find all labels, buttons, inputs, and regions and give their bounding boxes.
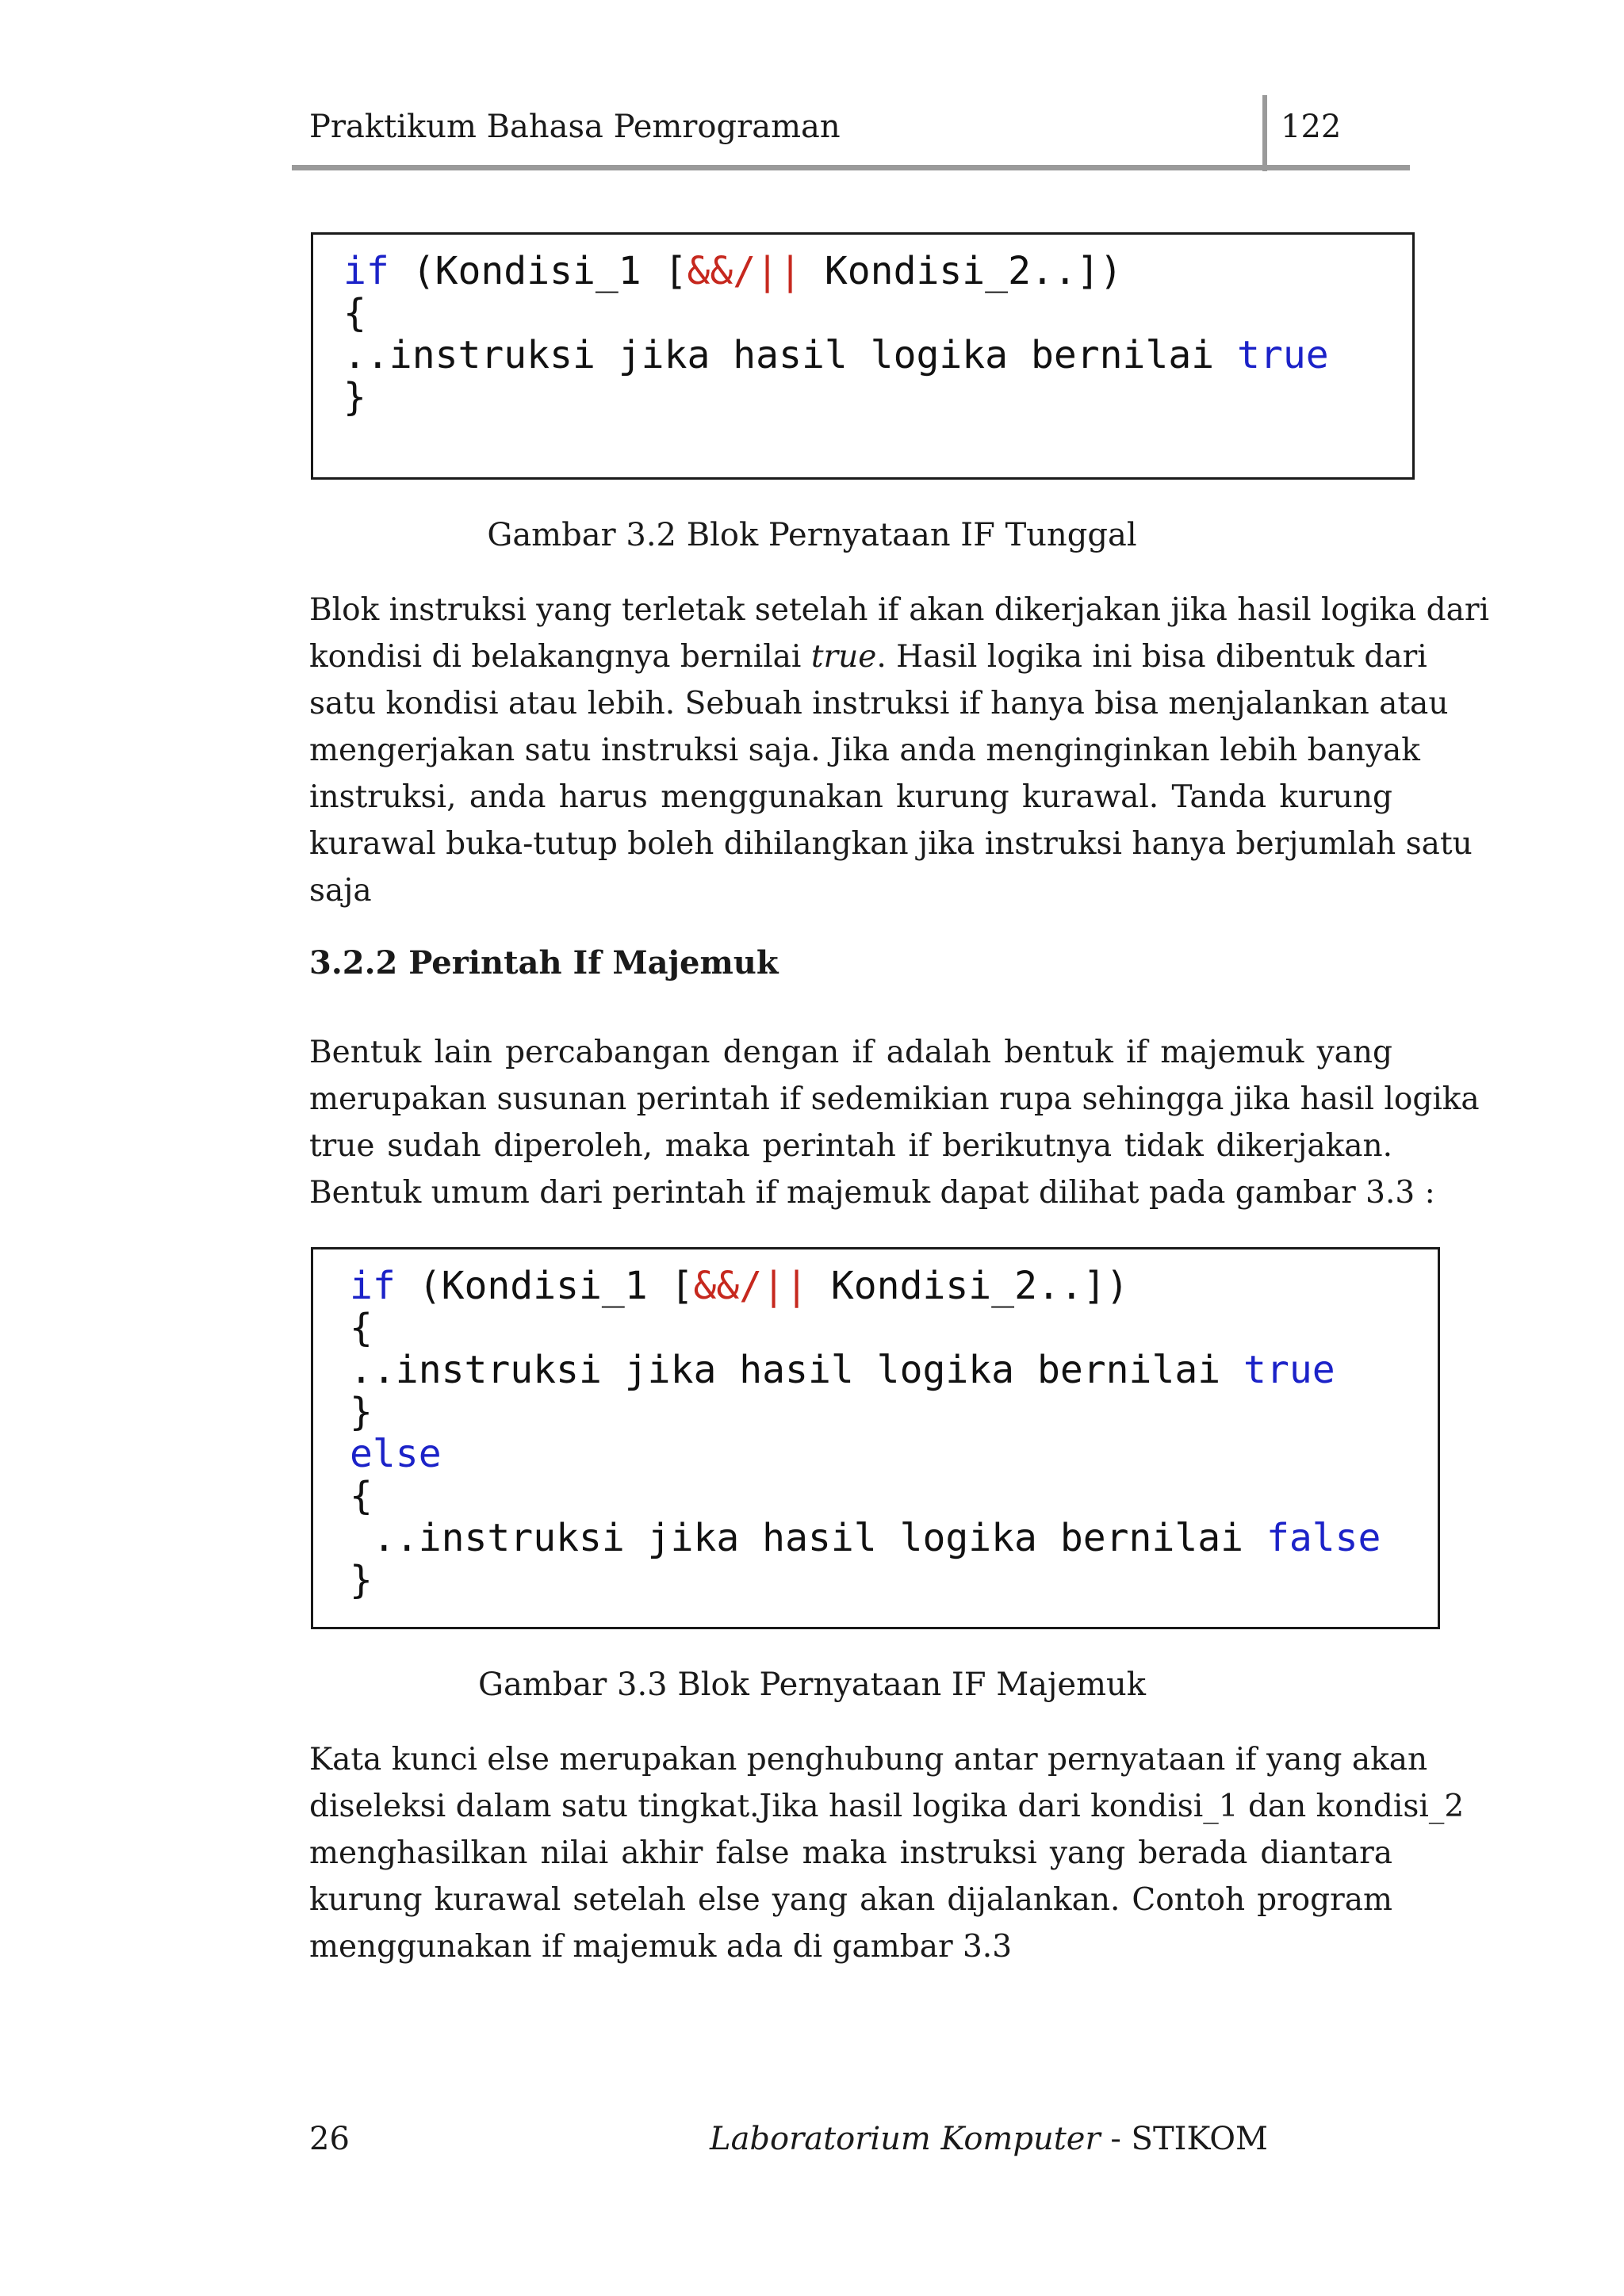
- code-block-if-compound: [311, 1247, 1440, 1629]
- text-run: Bentuk lain percabangan dengan if adalah bentuk if majemuk yang: [309, 1035, 1392, 1070]
- text-run: instruksi, anda harus menggunakan kurung kurawal. Tanda kurung: [309, 779, 1392, 815]
- footer-lab-rest: - STIKOM: [1100, 2121, 1268, 2157]
- code-line: [343, 377, 1412, 419]
- code-keyword: false: [1266, 1516, 1381, 1560]
- code-operator: &&/||: [687, 249, 802, 293]
- text-run: satu kondisi atau lebih. Sebuah instruksi if hanya bisa menjalankan atau: [309, 686, 1449, 721]
- text-run: menggunakan if majemuk ada di gambar 3.3: [309, 1929, 1013, 1965]
- footer-lab-name: [710, 2119, 1268, 2159]
- paragraph-line: [309, 633, 1427, 680]
- code-line: [350, 1265, 1438, 1307]
- code-line: [343, 335, 1412, 377]
- text-run: merupakan susunan perintah if sedemikian rupa sehingga jika hasil logika: [309, 1081, 1480, 1117]
- text-run: kurawal buka-tutup boleh dihilangkan jika instruksi hanya berjumlah satu: [309, 826, 1473, 862]
- code-keyword: true: [1237, 333, 1329, 377]
- paragraph-line: [309, 821, 1473, 867]
- code-text: {: [350, 1474, 373, 1518]
- code-line: [350, 1475, 1438, 1517]
- emphasis-text: true: [810, 639, 877, 675]
- text-run: . Hasil logika ini bisa dibentuk dari: [876, 639, 1427, 675]
- text-run: kondisi di belakangnya bernilai: [309, 639, 811, 675]
- code-keyword: if: [350, 1264, 396, 1308]
- code-line: [343, 251, 1412, 293]
- paragraph-line: [309, 774, 1392, 821]
- code-block-if-single: [311, 232, 1415, 480]
- code-text: }: [350, 1390, 373, 1434]
- code-line: [343, 293, 1412, 335]
- header-page-number: 122: [1281, 109, 1342, 145]
- figure-caption-3-2: Gambar 3.2 Blok Pernyataan IF Tunggal: [487, 517, 1137, 553]
- code-text: ..instruksi jika hasil logika bernilai: [350, 1348, 1244, 1392]
- figure-caption-3-3: Gambar 3.3 Blok Pernyataan IF Majemuk: [477, 1667, 1146, 1703]
- paragraph-line: [309, 1123, 1392, 1169]
- text-run: true sudah diperoleh, maka perintah if berikutnya tidak dikerjakan.: [309, 1128, 1392, 1164]
- code-text: }: [343, 375, 366, 419]
- code-text: Kondisi_2..]): [801, 249, 1123, 293]
- paragraph-line: [309, 867, 1392, 914]
- paragraph-line: [309, 1076, 1480, 1123]
- paragraph-line: [309, 1029, 1392, 1076]
- code-line: [350, 1307, 1438, 1349]
- header-rule: [292, 165, 1410, 170]
- paragraph-line: [309, 1783, 1465, 1830]
- code-text: ..instruksi jika hasil logika bernilai: [350, 1516, 1266, 1560]
- text-run: diseleksi dalam satu tingkat.Jika hasil logika dari kondisi_1 dan kondisi_2: [309, 1789, 1465, 1824]
- code-text: ..instruksi jika hasil logika bernilai: [343, 333, 1238, 377]
- paragraph-else-explanation: [309, 1736, 1465, 1970]
- code-text: {: [350, 1306, 373, 1350]
- text-run: menghasilkan nilai akhir false maka instruksi yang berada diantara: [309, 1835, 1392, 1871]
- paragraph-line: [309, 1169, 1435, 1216]
- code-text: }: [350, 1558, 373, 1602]
- code-text: Kondisi_2..]): [807, 1264, 1129, 1308]
- section-heading: 3.2.2 Perintah If Majemuk: [309, 944, 779, 982]
- text-run: Kata kunci else merupakan penghubung antar pernyataan if yang akan: [309, 1742, 1428, 1777]
- code-keyword: else: [350, 1432, 442, 1476]
- text-run: saja: [309, 873, 372, 909]
- code-text: {: [343, 291, 366, 335]
- paragraph-line: [309, 1877, 1392, 1923]
- footer-page-number: 26: [309, 2121, 350, 2157]
- text-run: mengerjakan satu instruksi saja. Jika anda menginginkan lebih banyak: [309, 733, 1420, 768]
- paragraph-if-compound-intro: [309, 1029, 1480, 1216]
- header-divider: [1262, 95, 1267, 171]
- header-title: Praktikum Bahasa Pemrograman: [309, 109, 841, 145]
- code-line: [350, 1517, 1438, 1559]
- paragraph-line: [309, 1923, 1392, 1970]
- code-line: [350, 1559, 1438, 1601]
- paragraph-line: [309, 727, 1420, 774]
- code-line: [350, 1433, 1438, 1475]
- paragraph-line: [309, 1736, 1428, 1783]
- paragraph-line: [309, 680, 1449, 727]
- text-run: Blok instruksi yang terletak setelah if akan dikerjakan jika hasil logika dari: [309, 592, 1490, 628]
- paragraph-line: [309, 1830, 1392, 1877]
- footer-lab-italic: Laboratorium Komputer: [710, 2121, 1101, 2157]
- code-text: (Kondisi_1 [: [395, 1264, 694, 1308]
- text-run: kurung kurawal setelah else yang akan dijalankan. Contoh program: [309, 1882, 1392, 1918]
- paragraph-line: [309, 587, 1490, 633]
- code-text: (Kondisi_1 [: [389, 249, 688, 293]
- code-line: [350, 1349, 1438, 1391]
- code-keyword: true: [1243, 1348, 1335, 1392]
- code-operator: &&/||: [693, 1264, 808, 1308]
- paragraph-if-single-explanation: [309, 587, 1490, 914]
- code-keyword: if: [343, 249, 389, 293]
- text-run: Bentuk umum dari perintah if majemuk dapat dilihat pada gambar 3.3 :: [309, 1175, 1435, 1211]
- code-line: [350, 1391, 1438, 1433]
